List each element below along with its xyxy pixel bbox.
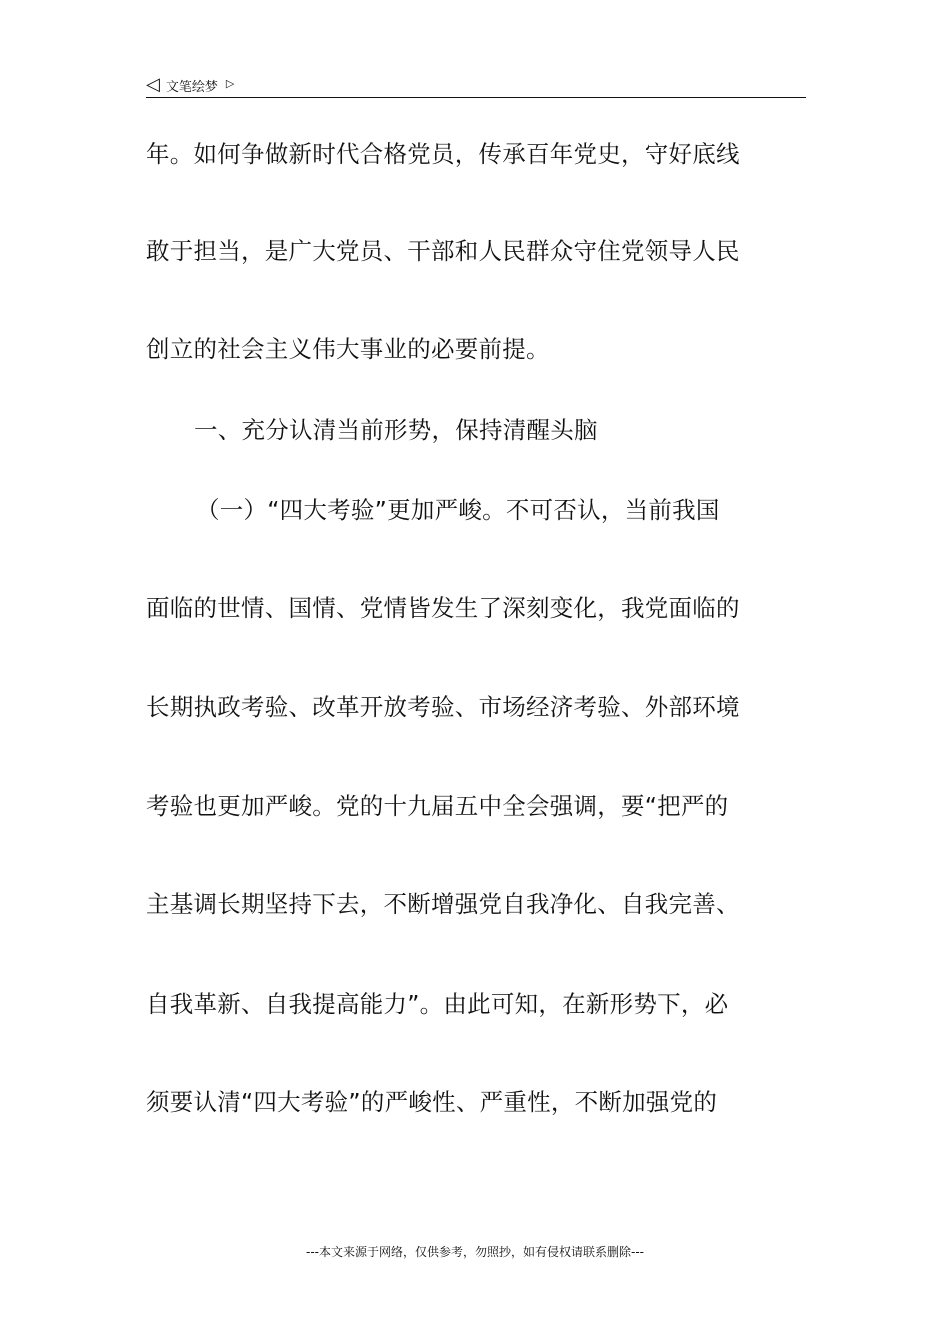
paragraph-line: 创立的社会主义伟大事业的必要前提。 [146,335,550,363]
header-divider [146,97,806,98]
paragraph-line: 考验也更加严峻。党的十九届五中全会强调，要“把严的 [146,792,729,820]
paragraph-line: 主基调长期坚持下去，不断增强党自我净化、自我完善、 [146,890,740,918]
paragraph-line: 面临的世情、国情、党情皆发生了深刻变化，我党面临的 [146,594,740,622]
paragraph-line: 长期执政考验、改革开放考验、市场经济考验、外部环境 [146,693,740,721]
brand-label: 文笔绘梦 [165,79,218,95]
triangle-left-outline-icon: ◁ [146,74,160,95]
paragraph-line: 敢于担当，是广大党员、干部和人民群众守住党领导人民 [146,237,740,265]
footer-disclaimer: ---本文来源于网络，仅供参考，勿照抄，如有侵权请联系删除--- [306,1245,644,1259]
page-header [146,74,234,96]
paragraph-line: 年。如何争做新时代合格党员，传承百年党史，守好底线 [146,140,740,168]
paragraph-line: 须要认清“四大考验”的严峻性、严重性，不断加强党的 [146,1088,718,1116]
paragraph-line: 自我革新、自我提高能力”。由此可知，在新形势下，必 [146,990,729,1018]
triangle-right-outline-icon: ▷ [225,76,235,90]
section-heading: 一、充分认清当前形势，保持清醒头脑 [194,416,598,444]
paragraph-line: （一）“四大考验”更加严峻。不可否认，当前我国 [196,496,720,524]
